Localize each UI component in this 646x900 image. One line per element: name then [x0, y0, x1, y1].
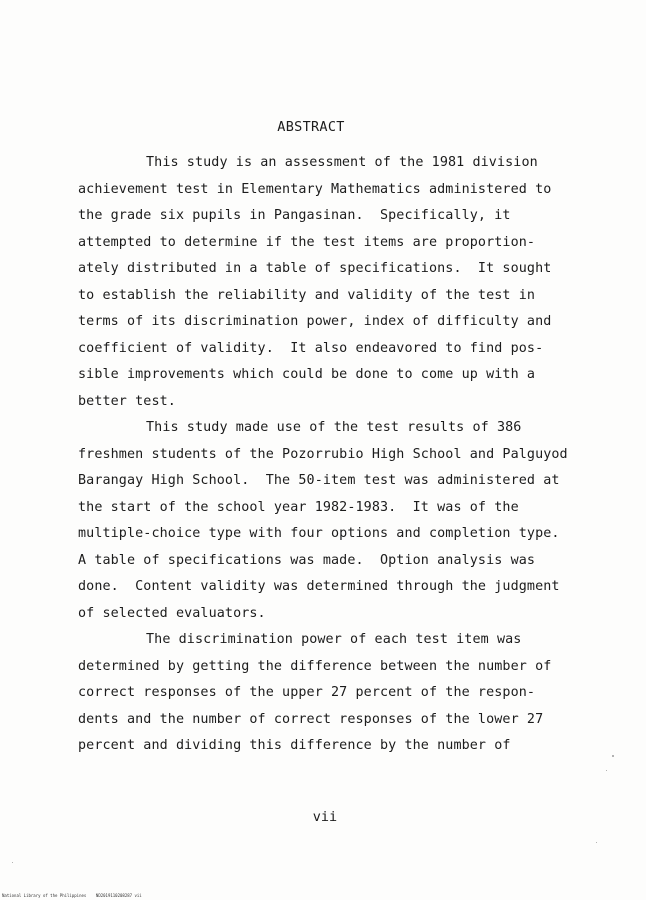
text-line: freshmen students of the Pozorrubio High School and Palguyod	[78, 446, 568, 462]
text-line: the grade six pupils in Pangasinan. Specifically, it	[78, 208, 511, 223]
scan-speck	[12, 862, 13, 863]
text-line: ately distributed in a table of specifications. It sought	[78, 261, 552, 276]
text-line: done. Content validity was determined through the judgment	[78, 579, 560, 594]
text-line: A table of specifications was made. Option analysis was	[78, 552, 536, 568]
text-line: This study is an assessment of the 1981 division	[146, 155, 538, 170]
text-line: to establish the reliability and validity of the test in	[78, 287, 536, 303]
text-line: correct responses of the upper 27 percent of the respon-	[78, 685, 536, 700]
text-line: better test.	[78, 393, 176, 409]
text-line: The discrimination power of each test item was	[146, 632, 522, 647]
text-line: multiple-choice type with four options and completion type.	[78, 526, 560, 541]
text-line: terms of its discrimination power, index of difficulty and	[78, 314, 552, 329]
abstract-body	[78, 150, 578, 760]
text-line: the start of the school year 1982-1983. It was of the	[78, 499, 519, 515]
text-line: Barangay High School. The 50-item test was administered at	[78, 473, 560, 488]
library-footer-stamp: National Library of the Philippines ND2019110208287 vii	[2, 893, 142, 898]
text-line: sible improvements which could be done to come up with a	[78, 367, 536, 382]
text-line: of selected evaluators.	[78, 605, 266, 621]
page-number: vii	[312, 809, 338, 825]
text-line: dents and the number of correct responses of the lower 27	[78, 711, 544, 727]
text-line: achievement test in Elementary Mathematics administered to	[78, 181, 552, 197]
text-line: This study made use of the test results of 386	[146, 420, 522, 435]
text-line: attempted to determine if the test items are proportion-	[78, 234, 536, 250]
text-line: determined by getting the difference between the number of	[78, 658, 552, 674]
text-line: coefficient of validity. It also endeavored to find pos-	[78, 340, 544, 356]
scan-speck	[606, 770, 607, 771]
scan-speck	[612, 755, 614, 757]
abstract-heading: ABSTRACT	[277, 119, 345, 135]
scan-speck	[596, 842, 597, 843]
text-line: percent and dividing this difference by the number of	[78, 738, 511, 753]
